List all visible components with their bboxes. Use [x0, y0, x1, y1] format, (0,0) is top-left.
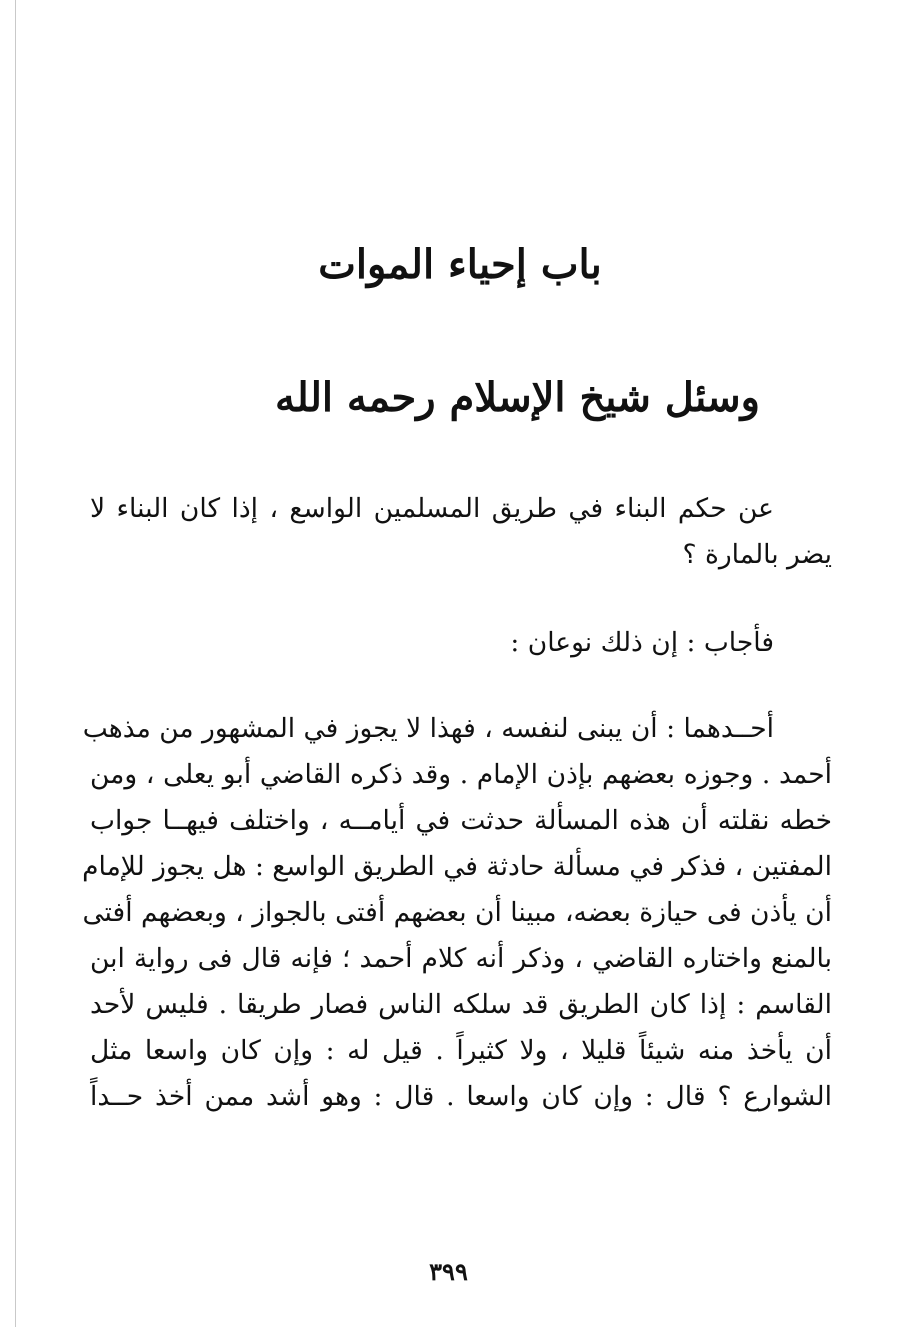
text-line: عن حكم البناء في طريق المسلمين الواسع ، إذا كان البناء لا	[90, 493, 774, 524]
section-heading: وسئل شيخ الإسلام رحمه الله	[275, 374, 760, 421]
text-line: أحــدهما : أن يبنى لنفسه ، فهذا لا يجوز في المشهور من مذهب	[82, 713, 774, 744]
question-paragraph	[90, 486, 832, 578]
text-line: أن يأخذ منه شيئاً قليلا ، ولا كثيراً . قيل له : وإن كان واسعا مثل	[90, 1035, 832, 1066]
text-line: أحمد . وجوزه بعضهم بإذن الإمام . وقد ذكره القاضي أبو يعلى ، ومن	[90, 759, 832, 790]
binding-edge-line	[15, 0, 16, 1327]
text-line: خطه نقلته أن هذه المسألة حدثت في أيامــه ، واختلف فيهــا جواب	[90, 805, 832, 836]
text-line: الشوارع ؟ قال : وإن كان واسعا . قال : وهو أشد ممن أخذ حــداً	[90, 1081, 832, 1112]
text-line: يضر بالمارة ؟	[682, 539, 832, 570]
answer-intro-paragraph	[90, 620, 832, 666]
page-number: ٣٩٩	[429, 1257, 468, 1286]
text-line: فأجاب : إن ذلك نوعان :	[510, 627, 774, 658]
text-line: القاسم : إذا كان الطريق قد سلكه الناس فصار طريقا . فليس لأحد	[90, 989, 832, 1020]
text-line: بالمنع واختاره القاضي ، وذكر أنه كلام أحمد ؛ فإنه قال فى رواية ابن	[90, 943, 832, 974]
text-line: المفتين ، فذكر في مسألة حادثة في الطريق الواسع : هل يجوز للإمام	[82, 851, 832, 882]
answer-body-paragraph	[82, 706, 832, 1120]
chapter-title: باب إحياء الموات	[318, 241, 602, 288]
text-line: أن يأذن فى حيازة بعضه، مبينا أن بعضهم أفتى بالجواز ، وبعضهم أفتى	[82, 897, 832, 928]
